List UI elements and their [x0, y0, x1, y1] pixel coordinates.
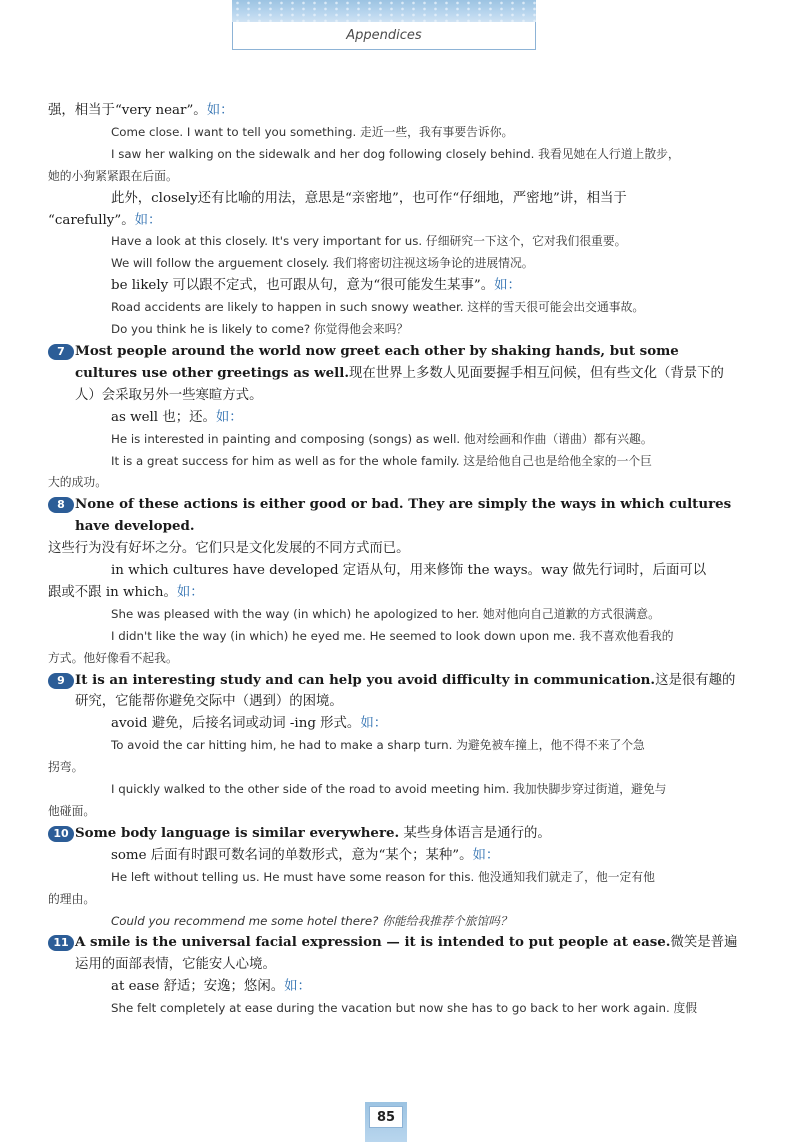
example-sentence: Have a look at this closely. It's very important for us. 仔细研究一下这个，它对我们很重要。 [111, 234, 627, 249]
note: in which cultures have developed 定语从句，用来修饰 the ways。way 做先行词时，后面可以 [111, 563, 707, 579]
example-sentence: Come close. I want to tell you something. 走近一些，我有事要告诉你。 [111, 124, 514, 139]
item-number-badge: 10 [48, 826, 74, 842]
paragraph: be likely 可以跟不定式，也可跟从句，意为“很可能发生某事”。如： [111, 278, 521, 294]
example-sentence: He left without telling us. He must have some reason for this. 他没通知我们就走了，他一定有他 的理由。 [48, 869, 655, 906]
example-sentence: She was pleased with the way (in which) he apologized to her. 她对他向自己道歉的方式很满意。 [111, 606, 660, 621]
example-sentence: Do you think he is likely to come? 你觉得他会来吗？ [111, 322, 409, 337]
example-sentence: Road accidents are likely to happen in such snowy weather. 这样的雪天很可能会出交通事故。 [111, 300, 645, 315]
example-sentence: She felt completely at ease during the vacation but now she has to go back to her work again. 度假 [111, 1001, 698, 1016]
note-item-7: 7 Most people around the world now greet each other by shaking hands, but some cultures use other greetings as well.现在世界上多数人见面要握手相互问候，但有些文化（背景下的人）会采取另外一些寒暄方式。 [48, 341, 738, 407]
note: as well 也；还。如： [111, 409, 243, 425]
item-number-badge: 7 [48, 344, 74, 360]
note: at ease 舒适；安逸；悠闲。如： [111, 979, 311, 995]
note: some 后面有时跟可数名词的单数形式，意为“某个；某种”。如： [111, 847, 500, 863]
example-sentence: He is interested in painting and composing (songs) as well. 他对绘画和作曲（谱曲）都有兴趣。 [111, 431, 653, 446]
example-sentence: We will follow the arguement closely. 我们将密切注视这场争论的进展情况。 [111, 256, 534, 271]
paragraph: 此外，closely还有比喻的用法，意思是“亲密地”，也可作“仔细地，严密地”讲，相当于 [111, 190, 627, 206]
example-sentence: I didn't like the way (in which) he eyed me. He seemed to look down upon me. 我不喜欢他看我的 方式。他好像看不起我。 [48, 628, 674, 665]
example-sentence: To avoid the car hitting him, he had to make a sharp turn. 为避免被车撞上，他不得不来了个急 拐弯。 [48, 738, 645, 775]
item-number-badge: 11 [48, 935, 74, 951]
section-title: Appendices [232, 22, 536, 50]
note-item-8: 8 None of these actions is either good or bad. They are simply the ways in which cultures have developed. 这些行为没有好坏之分。它们只是文化发展的不同方式而已。 [48, 496, 732, 557]
note-item-11: 11 A smile is the universal facial expression — it is intended to put people at ease.微笑是普遍运用的面部表情，它能安人心境。 [48, 932, 738, 976]
note-item-9: 9 It is an interesting study and can help you avoid difficulty in communication.这是很有趣的研究，它能帮你避免交际中（遇到）的困境。 [48, 670, 738, 714]
note: avoid 避免，后接名词或动词 -ing 形式。如： [111, 716, 388, 732]
item-number-badge: 8 [48, 497, 74, 513]
item-number-badge: 9 [48, 673, 74, 689]
example-sentence: I quickly walked to the other side of the road to avoid meeting him. 我加快脚步穿过街道，避免与 他碰面。 [48, 782, 667, 818]
paragraph-continuation: “carefully”。如： [48, 212, 162, 228]
note-item-10: 10 Some body language is similar everywhere. 某些身体语言是通行的。 [48, 823, 738, 845]
page-body [48, 100, 738, 1020]
example-sentence: I saw her walking on the sidewalk and her dog following closely behind. 我看见她在人行道上散步， 她的小狗紧紧跟在后面。 [48, 146, 680, 183]
paragraph: 强，相当于“very near”。如： [48, 103, 234, 118]
example-sentence: It is a great success for him as well as for the whole family. 这是给他自己也是给他全家的一个巨 大的成功。 [48, 453, 652, 490]
example-sentence: Could you recommend me some hotel there? 你能给我推荐个旅馆吗？ [111, 913, 512, 928]
header-decoration [232, 0, 536, 22]
note-continuation: 跟或不跟 in which。如： [48, 584, 204, 600]
page-number: 85 [369, 1106, 403, 1128]
